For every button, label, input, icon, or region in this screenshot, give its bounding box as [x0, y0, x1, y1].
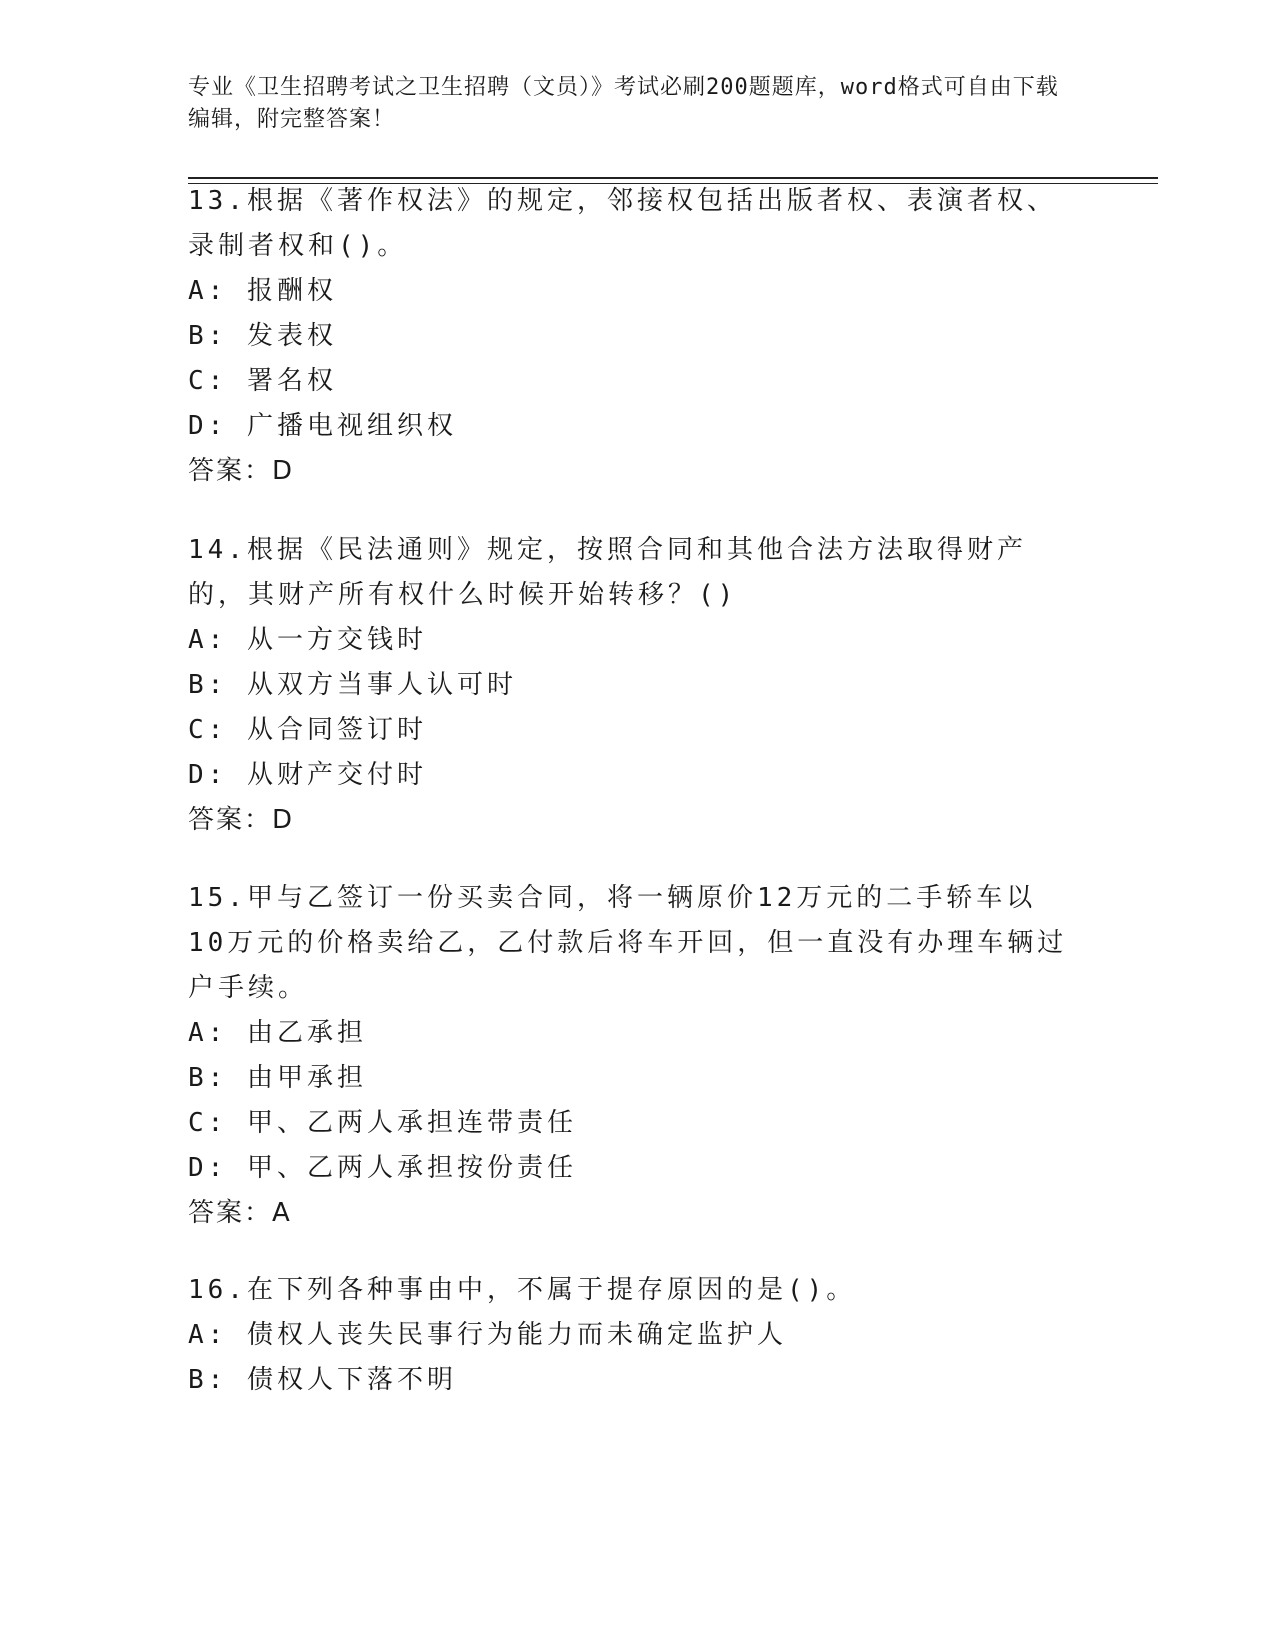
question-stem: 13.根据《著作权法》的规定，邻接权包括出版者权、表演者权、录制者权和()。	[188, 186, 1057, 261]
option-d: D: 广播电视组织权	[188, 411, 457, 441]
option-c: C: 从合同签订时	[188, 715, 427, 745]
question-13	[188, 179, 1068, 494]
header-intro-text: 专业《卫生招聘考试之卫生招聘（文员）》考试必刷200题题库，word格式可自由下载编辑，附完整答案！	[188, 75, 1059, 132]
question-16	[188, 1268, 1068, 1403]
answer-text: 答案：A	[188, 1198, 292, 1228]
answer-text: 答案：D	[188, 805, 295, 835]
option-b: B: 债权人下落不明	[188, 1365, 457, 1395]
option-a: A: 报酬权	[188, 276, 337, 306]
option-d: D: 甲、乙两人承担按份责任	[188, 1153, 577, 1183]
option-b: B: 发表权	[188, 321, 337, 351]
option-c: C: 署名权	[188, 366, 337, 396]
question-stem: 15.甲与乙签订一份买卖合同，将一辆原价12万元的二手轿车以10万元的价格卖给乙，乙付款后将车开回，但一直没有办理车辆过户手续。	[188, 883, 1068, 1003]
answer-text: 答案：D	[188, 456, 295, 486]
option-b: B: 由甲承担	[188, 1063, 367, 1093]
option-d: D: 从财产交付时	[188, 760, 427, 790]
question-stem: 14.根据《民法通则》规定，按照合同和其他合法方法取得财产的，其财产所有权什么时候开始转移？()	[188, 535, 1027, 610]
option-a: A: 从一方交钱时	[188, 625, 427, 655]
option-b: B: 从双方当事人认可时	[188, 670, 517, 700]
question-15	[188, 876, 1068, 1236]
option-a: A: 由乙承担	[188, 1018, 367, 1048]
question-14	[188, 528, 1068, 843]
question-stem: 16.在下列各种事由中，不属于提存原因的是()。	[188, 1275, 857, 1305]
option-a: A: 债权人丧失民事行为能力而未确定监护人	[188, 1320, 787, 1350]
document-header	[188, 72, 1068, 136]
option-c: C: 甲、乙两人承担连带责任	[188, 1108, 577, 1138]
